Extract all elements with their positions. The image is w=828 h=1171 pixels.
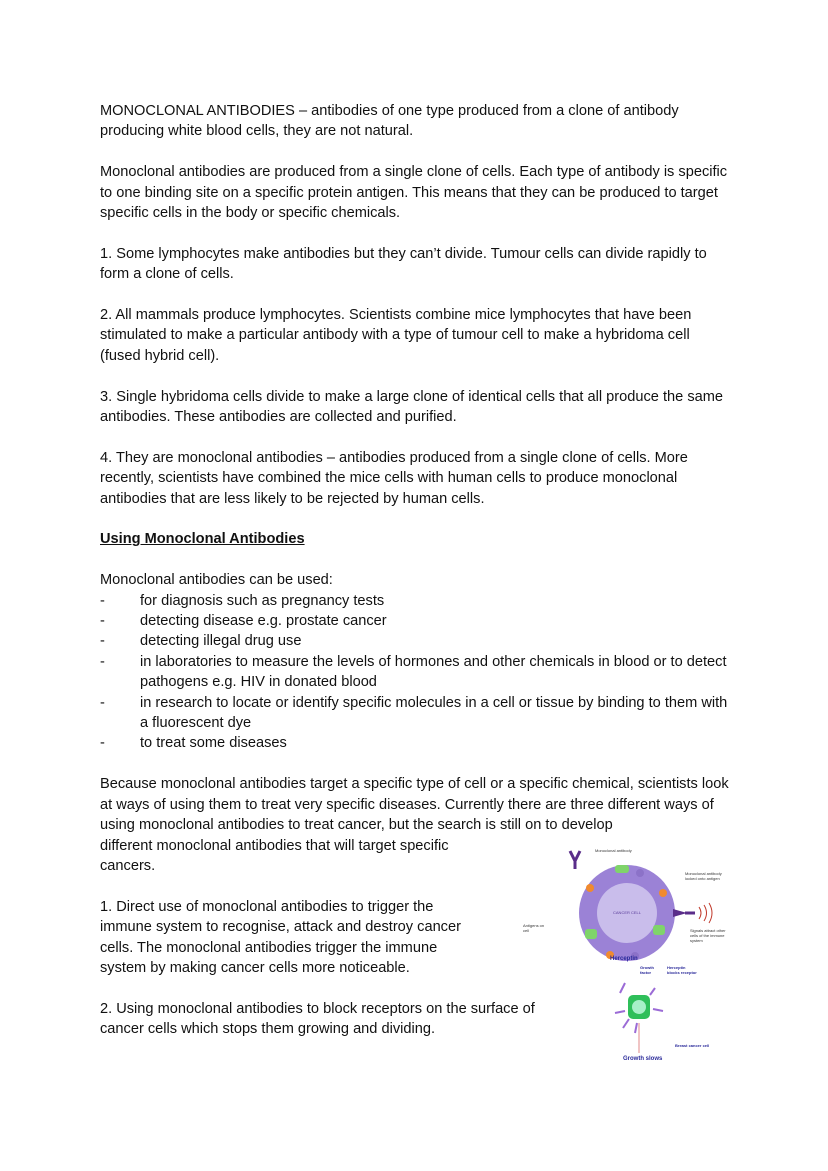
list-item: - detecting illegal drug use xyxy=(100,631,730,651)
list-item: - in research to locate or identify specific molecules in a cell or tissue by binding to them with a fluorescent dye xyxy=(100,693,730,734)
method-1: 1. Direct use of monoclonal antibodies to trigger the immune system to recognise, attack and destroy cancer cells. The monoclonal antibodies trigger the immune system by making cancer cells more noticeable. xyxy=(100,898,461,976)
list-item: - to treat some diseases xyxy=(100,733,730,753)
step-4: 4. They are monoclonal antibodies – antibodies produced from a single clone of cells. More recently, scientists have combined the mice cells with human cells to produce monoclonal antibodies that are less likely to be rejected by human cells. xyxy=(100,449,688,507)
list-item: - in laboratories to measure the levels of hormones and other chemicals in blood or to detect pathogens e.g. HIV in donated blood xyxy=(100,652,730,693)
list-item: - for diagnosis such as pregnancy tests xyxy=(100,591,730,611)
step-3: 3. Single hybridoma cells divide to make a large clone of identical cells that all produce the same antibodies. These antibodies are collected and purified. xyxy=(100,388,724,426)
cancer-paragraph: Because monoclonal antibodies target a specific type of cell or a specific chemical, scientists look at ways of using them to treat very specific diseases. Currently there are three different ways of using monoclonal antibodies to treat cancer, but the search is still on to develop xyxy=(100,776,729,834)
step-2: 2. All mammals produce lymphocytes. Scientists combine mice lymphocytes that have been stimulated to make a particular antibody with a type of tumour cell to make a hybridoma cell (fused hybrid cell). xyxy=(100,307,692,364)
uses-lead: Monoclonal antibodies can be used: xyxy=(100,572,333,589)
antibody-diagram: Monoclonal antibody Monoclonal antibody locked onto antigen CANCER CELL Antigens on cell Signals attract other cells of the immune system Herceptin Growth factor Herceptin blocks receptor Breast cancer cell Growth slows xyxy=(515,843,740,1068)
list-item: - detecting disease e.g. prostate cancer xyxy=(100,611,730,631)
step-1: 1. Some lymphocytes make antibodies but they can’t divide. Tumour cells can divide rapidly to form a clone of cells. xyxy=(100,245,707,283)
intro-definition: MONOCLONAL ANTIBODIES – antibodies of one type produced from a clone of antibody producing white blood cells, they are not natural. xyxy=(100,103,679,140)
cancer-paragraph-end: different monoclonal antibodies that will target specific cancers. xyxy=(100,837,449,874)
intro-paragraph: Monoclonal antibodies are produced from a single clone of cells. Each type of antibody is specific to one binding site on a specific protein antigen. This means that they can be produced to target specific cells in the body or specific chemicals. xyxy=(100,164,728,222)
method-2: 2. Using monoclonal antibodies to block receptors on the surface of cancer cells which stops them growing and dividing. xyxy=(100,1000,535,1038)
uses-list xyxy=(100,591,730,754)
uses-heading: Using Monoclonal Antibodies xyxy=(100,531,305,548)
